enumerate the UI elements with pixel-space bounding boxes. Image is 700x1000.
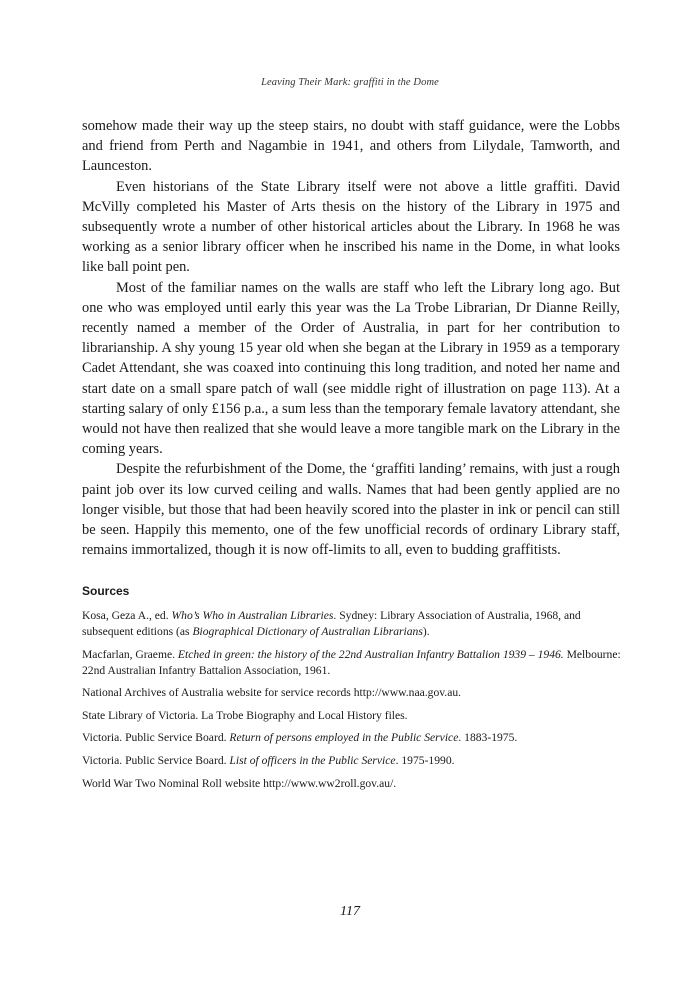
page-number: 117 [340, 904, 360, 919]
paragraph: Even historians of the State Library itself were not above a little graffiti. David McVilly completed his Master of Arts thesis on the history of the Library in 1975 and subsequently wrote a number of other historical articles about the Library. In 1968 he was working as a senior library officer when he inscribed his name in the Dome, in what looks like ball point pen. [82, 178, 620, 276]
source-entry: Macfarlan, Graeme. Etched in green: the history of the 22nd Australian Infantry Battalion 1939 – 1946. Melbourne: 22nd Australian Infantry Battalion Association, 1961. [82, 647, 621, 677]
paragraph: somehow made their way up the steep stairs, no doubt with staff guidance, were the Lobbs and friend from Perth and Nagambie in 1941, and others from Lilydale, Tamworth, and Launceston. [82, 118, 620, 175]
running-header: Leaving Their Mark: graffiti in the Dome [261, 77, 439, 88]
source-entry: World War Two Nominal Roll website http://www.ww2roll.gov.au/. [82, 776, 397, 790]
sources-list [82, 608, 622, 798]
source-entry: Victoria. Public Service Board. List of officers in the Public Service. 1975-1990. [82, 753, 455, 767]
paragraph: Most of the familiar names on the walls are staff who left the Library long ago. But one who was employed until early this year was the La Trobe Librarian, Dr Dianne Reilly, recently named a member of the Order of Australia, in part for her contribution to librarianship. A shy young 15 year old when she began at the Library in 1959 as a temporary Cadet Attendant, she was coaxed into continuing this long tradition, and noted her name and start date on a small spare patch of wall (see middle right of illustration on page 113). At a starting salary of only £156 p.a., a sum less than the temporary female lavatory attendant, she would not have then realized that she would leave a more tangible mark on the Library in the coming years. [82, 279, 620, 458]
source-entry: State Library of Victoria. La Trobe Biography and Local History files. [82, 708, 408, 722]
source-entry: Victoria. Public Service Board. Return of persons employed in the Public Service. 1883-1975. [82, 731, 518, 745]
sources-heading: Sources [82, 584, 130, 598]
source-entry: National Archives of Australia website for service records http://www.naa.gov.au. [82, 686, 462, 700]
source-entry: Kosa, Geza A., ed. Who’s Who in Australian Libraries. Sydney: Library Association of Australia, 1968, and subsequent editions (as Biographical Dictionary of Australian Librarians). [82, 609, 581, 638]
paragraph: Despite the refurbishment of the Dome, the ‘graffiti landing’ remains, with just a rough paint job over its low curved ceiling and walls. Names that had been gently applied are no longer visible, but those that had been heavily scored into the plaster in ink or pencil can still be seen. Happily this memento, one of the few unofficial records of ordinary Library staff, remains immortalized, though it is now off-limits to all, even to budding graffitists. [82, 461, 620, 559]
article-body [82, 116, 620, 560]
